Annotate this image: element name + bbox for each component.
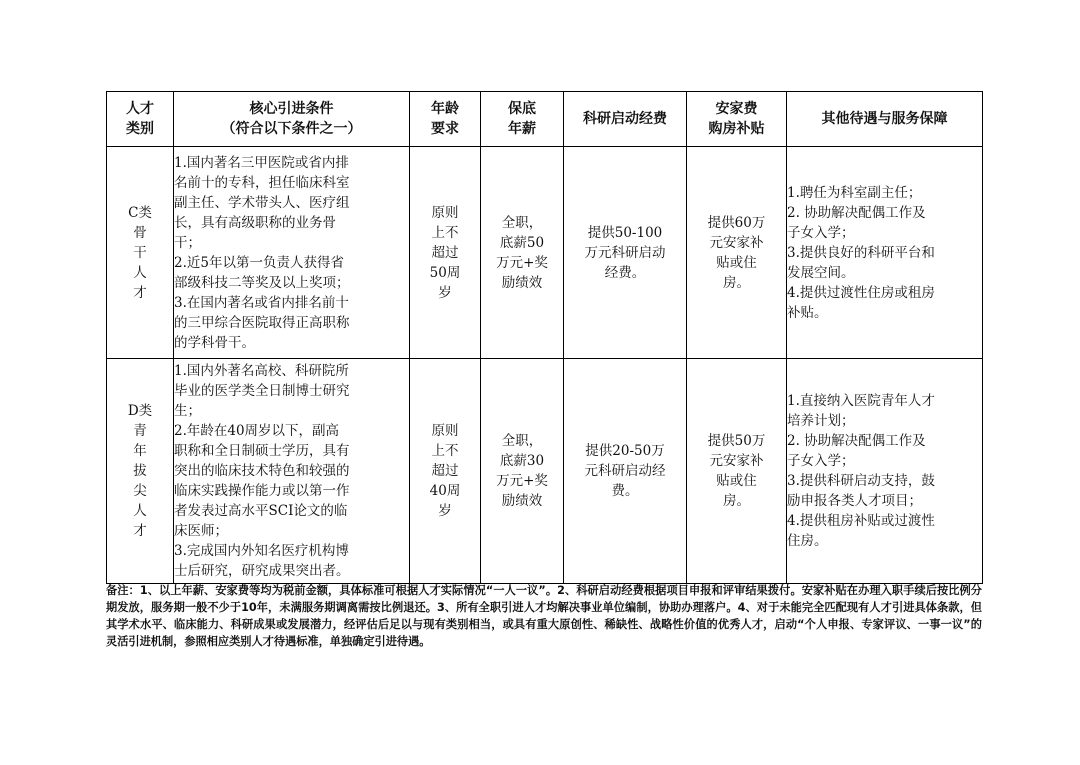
age-cell: 原则 上不 超过 50周 岁 <box>410 147 481 359</box>
category-code: C类 <box>128 204 152 221</box>
salary-cell: 全职， 底薪30 万元+奖 励绩效 <box>481 359 564 584</box>
header-other-benefits: 其他待遇与服务保障 <box>787 92 983 147</box>
salary-cell: 全职， 底薪50 万元+奖 励绩效 <box>481 147 564 359</box>
housing-subsidy-cell: 提供50万 元安家补 贴或住 房。 <box>687 359 787 584</box>
header-talent-category: 人才 类别 <box>107 92 174 147</box>
header-base-salary: 保底 年薪 <box>481 92 564 147</box>
table-header-row <box>107 92 983 147</box>
housing-subsidy-cell: 提供60万 元安家补 贴或住 房。 <box>687 147 787 359</box>
other-benefits-cell: 1.直接纳入医院青年人才 培养计划； 2. 协助解决配偶工作及 子女入学； 3.提供科研启动支持，鼓 励申报各类人才项目； 4.提供租房补贴或过渡性 住房。 <box>787 359 983 584</box>
research-funding-cell: 提供20-50万 元科研启动经 费。 <box>564 359 687 584</box>
talent-policy-table <box>106 91 983 584</box>
footnote: 备注：1、以上年薪、安家费等均为税前金额，具体标准可根据人才实际情况“一人一议”。2、科研启动经费根据项目申报和评审结果拨付。安家补贴在办理入职手续后按比例分期发放，服务期一般不少于10年，未满服务期调离需按比例退还。3、所有全职引进人才均解决事业单位编制，协助办理落户。4、对于未能完全匹配现有人才引进具体条款，但其学术水平、临床能力、科研成果或发展潜力，经评估后足以与现有类别相当，或具有重大原创性、稀缺性、战略性价值的优秀人才，启动“个人申报、专家评议、一事一议”的灵活引进机制，参照相应类别人才待遇标准，单独确定引进待遇。 <box>106 584 982 648</box>
category-code: D类 <box>127 403 153 419</box>
age-cell: 原则 上不 超过 40周 岁 <box>410 359 481 584</box>
header-core-conditions: 核心引进条件 （符合以下条件之一） <box>174 92 410 147</box>
header-research-funding: 科研启动经费 <box>564 92 687 147</box>
table-row <box>107 359 983 584</box>
category-cell: D类 青 年 拔 尖 人 才 <box>107 359 174 584</box>
conditions-cell: 1.国内著名三甲医院或省内排 名前十的专科，担任临床科室 副主任、学术带头人、医疗组 长，具有高级职称的业务骨 干； 2.近5年以第一负责人获得省 部级科技二等奖及以上奖项； 3.在国内著名或省内排名前十 的三甲综合医院取得正高职称 的学科骨干。 <box>174 147 410 359</box>
header-housing-subsidy: 安家费 购房补贴 <box>687 92 787 147</box>
category-cell: C类 骨 干 人 才 <box>107 147 174 359</box>
research-funding-cell: 提供50-100 万元科研启动 经费。 <box>564 147 687 359</box>
other-benefits-cell: 1.聘任为科室副主任； 2. 协助解决配偶工作及 子女入学； 3.提供良好的科研平台和 发展空间。 4.提供过渡性住房或租房 补贴。 <box>787 147 983 359</box>
header-age-requirement: 年龄 要求 <box>410 92 481 147</box>
table-row <box>107 147 983 359</box>
conditions-cell: 1.国内外著名高校、科研院所 毕业的医学类全日制博士研究 生； 2.年龄在40周岁以下，副高 职称和全日制硕士学历，具有 突出的临床技术特色和较强的 临床实践操作能力或以第一作 者发表过高水平SCI论文的临 床医师； 3.完成国内外知名医疗机构博 士后研究，研究成果突出者。 <box>174 359 410 584</box>
